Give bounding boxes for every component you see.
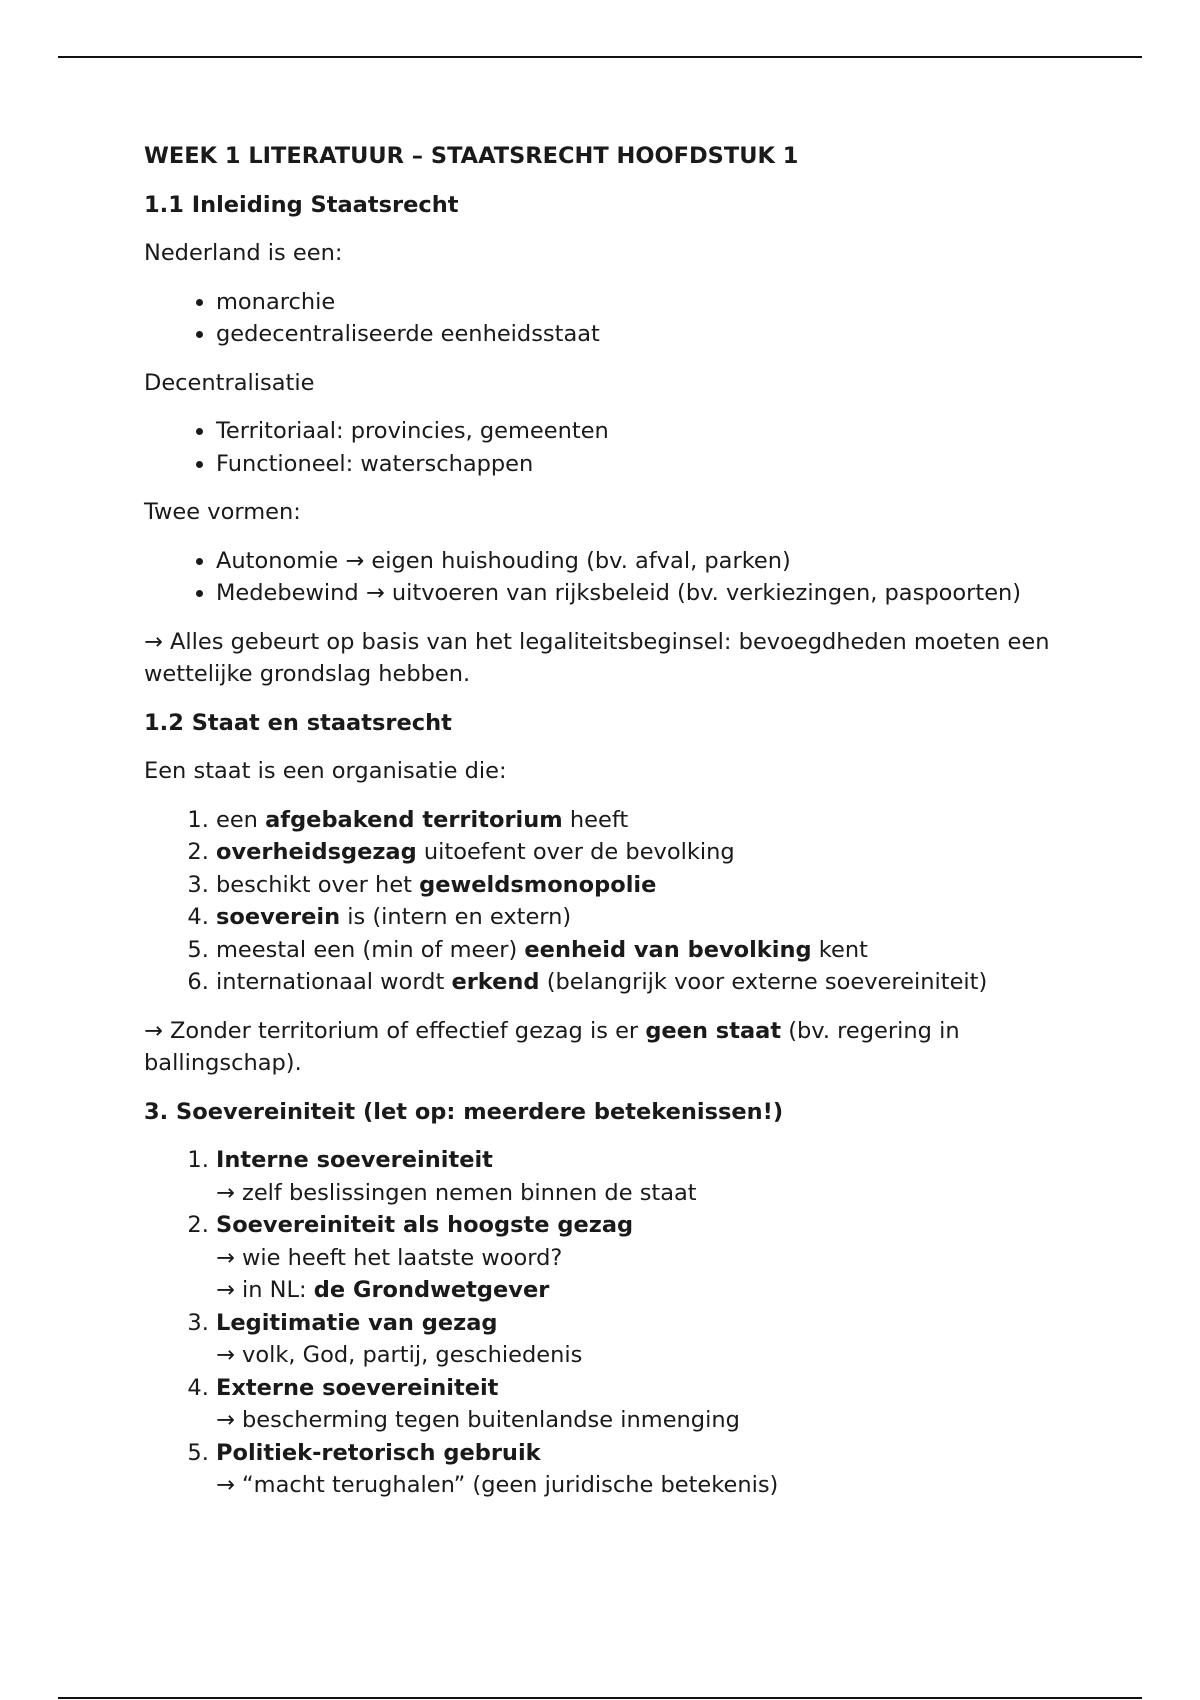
list-item: • Medebewind → uitvoeren van rijksbeleid (bv. verkiezingen, paspoorten)	[216, 577, 1084, 610]
paragraph-geen-staat	[144, 1015, 1084, 1080]
list-item	[216, 804, 1084, 837]
list-item: • monarchie	[216, 286, 1084, 319]
document-body	[144, 140, 1084, 1518]
paragraph-staat-intro: Een staat is een organisatie die:	[144, 758, 507, 784]
item-bold: erkend	[451, 969, 540, 995]
bullet-list-vormen	[144, 545, 1084, 610]
note-bold: geen staat	[645, 1017, 782, 1044]
item-bold: overheidsgezag	[216, 839, 417, 865]
item-title: 3. Legitimatie van gezag	[216, 1309, 498, 1336]
item-detail: → bescherming tegen buitenlandse inmenging	[216, 1407, 740, 1433]
section-heading-1-1: 1.1 Inleiding Staatsrecht	[144, 191, 459, 218]
item-detail	[216, 1274, 1084, 1307]
item-detail: → “macht terughalen” (geen juridische betekenis)	[216, 1472, 779, 1498]
list-item: • gedecentraliseerde eenheidsstaat	[216, 318, 1084, 351]
section-heading-1-2: 1.2 Staat en staatsrecht	[144, 709, 452, 736]
list-item	[216, 1209, 1084, 1307]
list-item	[216, 836, 1084, 869]
paragraph-legaliteit: → Alles gebeurt op basis van het legaliteitsbeginsel: bevoegdheden moeten een wettelijke grondslag hebben.	[144, 628, 1050, 687]
item-bold: soeverein	[216, 904, 341, 930]
list-item	[216, 1437, 1084, 1502]
item-detail-bold: de Grondwetgever	[313, 1277, 550, 1303]
list-item: • Autonomie → eigen huishouding (bv. afval, parken)	[216, 545, 1084, 578]
item-text: (belangrijk voor externe soevereiniteit)	[539, 969, 988, 995]
item-detail: → zelf beslissingen nemen binnen de staat	[216, 1179, 697, 1206]
item-text: meestal een (min of meer)	[216, 936, 525, 963]
top-rule	[58, 56, 1142, 58]
list-item: • Functioneel: waterschappen	[216, 448, 1084, 481]
document-title: WEEK 1 LITERATUUR – STAATSRECHT HOOFDSTUK 1	[144, 143, 799, 169]
item-bold: geweldsmonopolie	[419, 871, 657, 898]
list-item: • Territoriaal: provincies, gemeenten	[216, 415, 1084, 448]
item-title: 5. Politiek-retorisch gebruik	[216, 1439, 541, 1466]
item-text: beschikt over het	[216, 871, 420, 898]
numbered-list-soevereiniteit	[144, 1144, 1084, 1502]
list-item	[216, 934, 1084, 967]
item-detail: → wie heeft het laatste woord?	[216, 1244, 563, 1271]
item-detail: → volk, God, partij, geschiedenis	[216, 1342, 583, 1368]
item-detail-text: → in NL:	[216, 1277, 314, 1303]
item-text: kent	[811, 936, 868, 963]
list-item	[216, 966, 1084, 999]
item-text: is (intern en extern)	[340, 904, 572, 930]
item-text: internationaal wordt	[216, 969, 452, 995]
note-text: → Zonder territorium of effectief gezag is er	[144, 1017, 646, 1044]
paragraph-nederland: Nederland is een:	[144, 240, 343, 266]
list-item	[216, 1144, 1084, 1209]
bottom-rule	[58, 1697, 1142, 1699]
item-text: uitoefent over de bevolking	[416, 839, 735, 865]
item-text: een	[216, 806, 266, 833]
list-item	[216, 869, 1084, 902]
list-item	[216, 901, 1084, 934]
bullet-list-staatsvorm	[144, 286, 1084, 351]
note-text: (bv. regering in ballingschap).	[144, 1017, 960, 1076]
list-item	[216, 1372, 1084, 1437]
paragraph-twee-vormen: Twee vormen:	[144, 499, 301, 525]
item-bold: eenheid van bevolking	[524, 936, 812, 963]
list-item	[216, 1307, 1084, 1372]
section-heading-3: 3. Soevereiniteit (let op: meerdere betekenissen!)	[144, 1098, 784, 1125]
item-text: heeft	[562, 806, 629, 833]
numbered-list-staat	[144, 804, 1084, 999]
item-title: 1. Interne soevereiniteit	[216, 1147, 493, 1173]
paragraph-decentralisatie: Decentralisatie	[144, 369, 315, 396]
item-title: 4. Externe soevereiniteit	[216, 1374, 499, 1401]
item-title: 2. Soevereiniteit als hoogste gezag	[216, 1212, 634, 1238]
bullet-list-decentralisatie	[144, 415, 1084, 480]
item-bold: afgebakend territorium	[265, 806, 563, 833]
